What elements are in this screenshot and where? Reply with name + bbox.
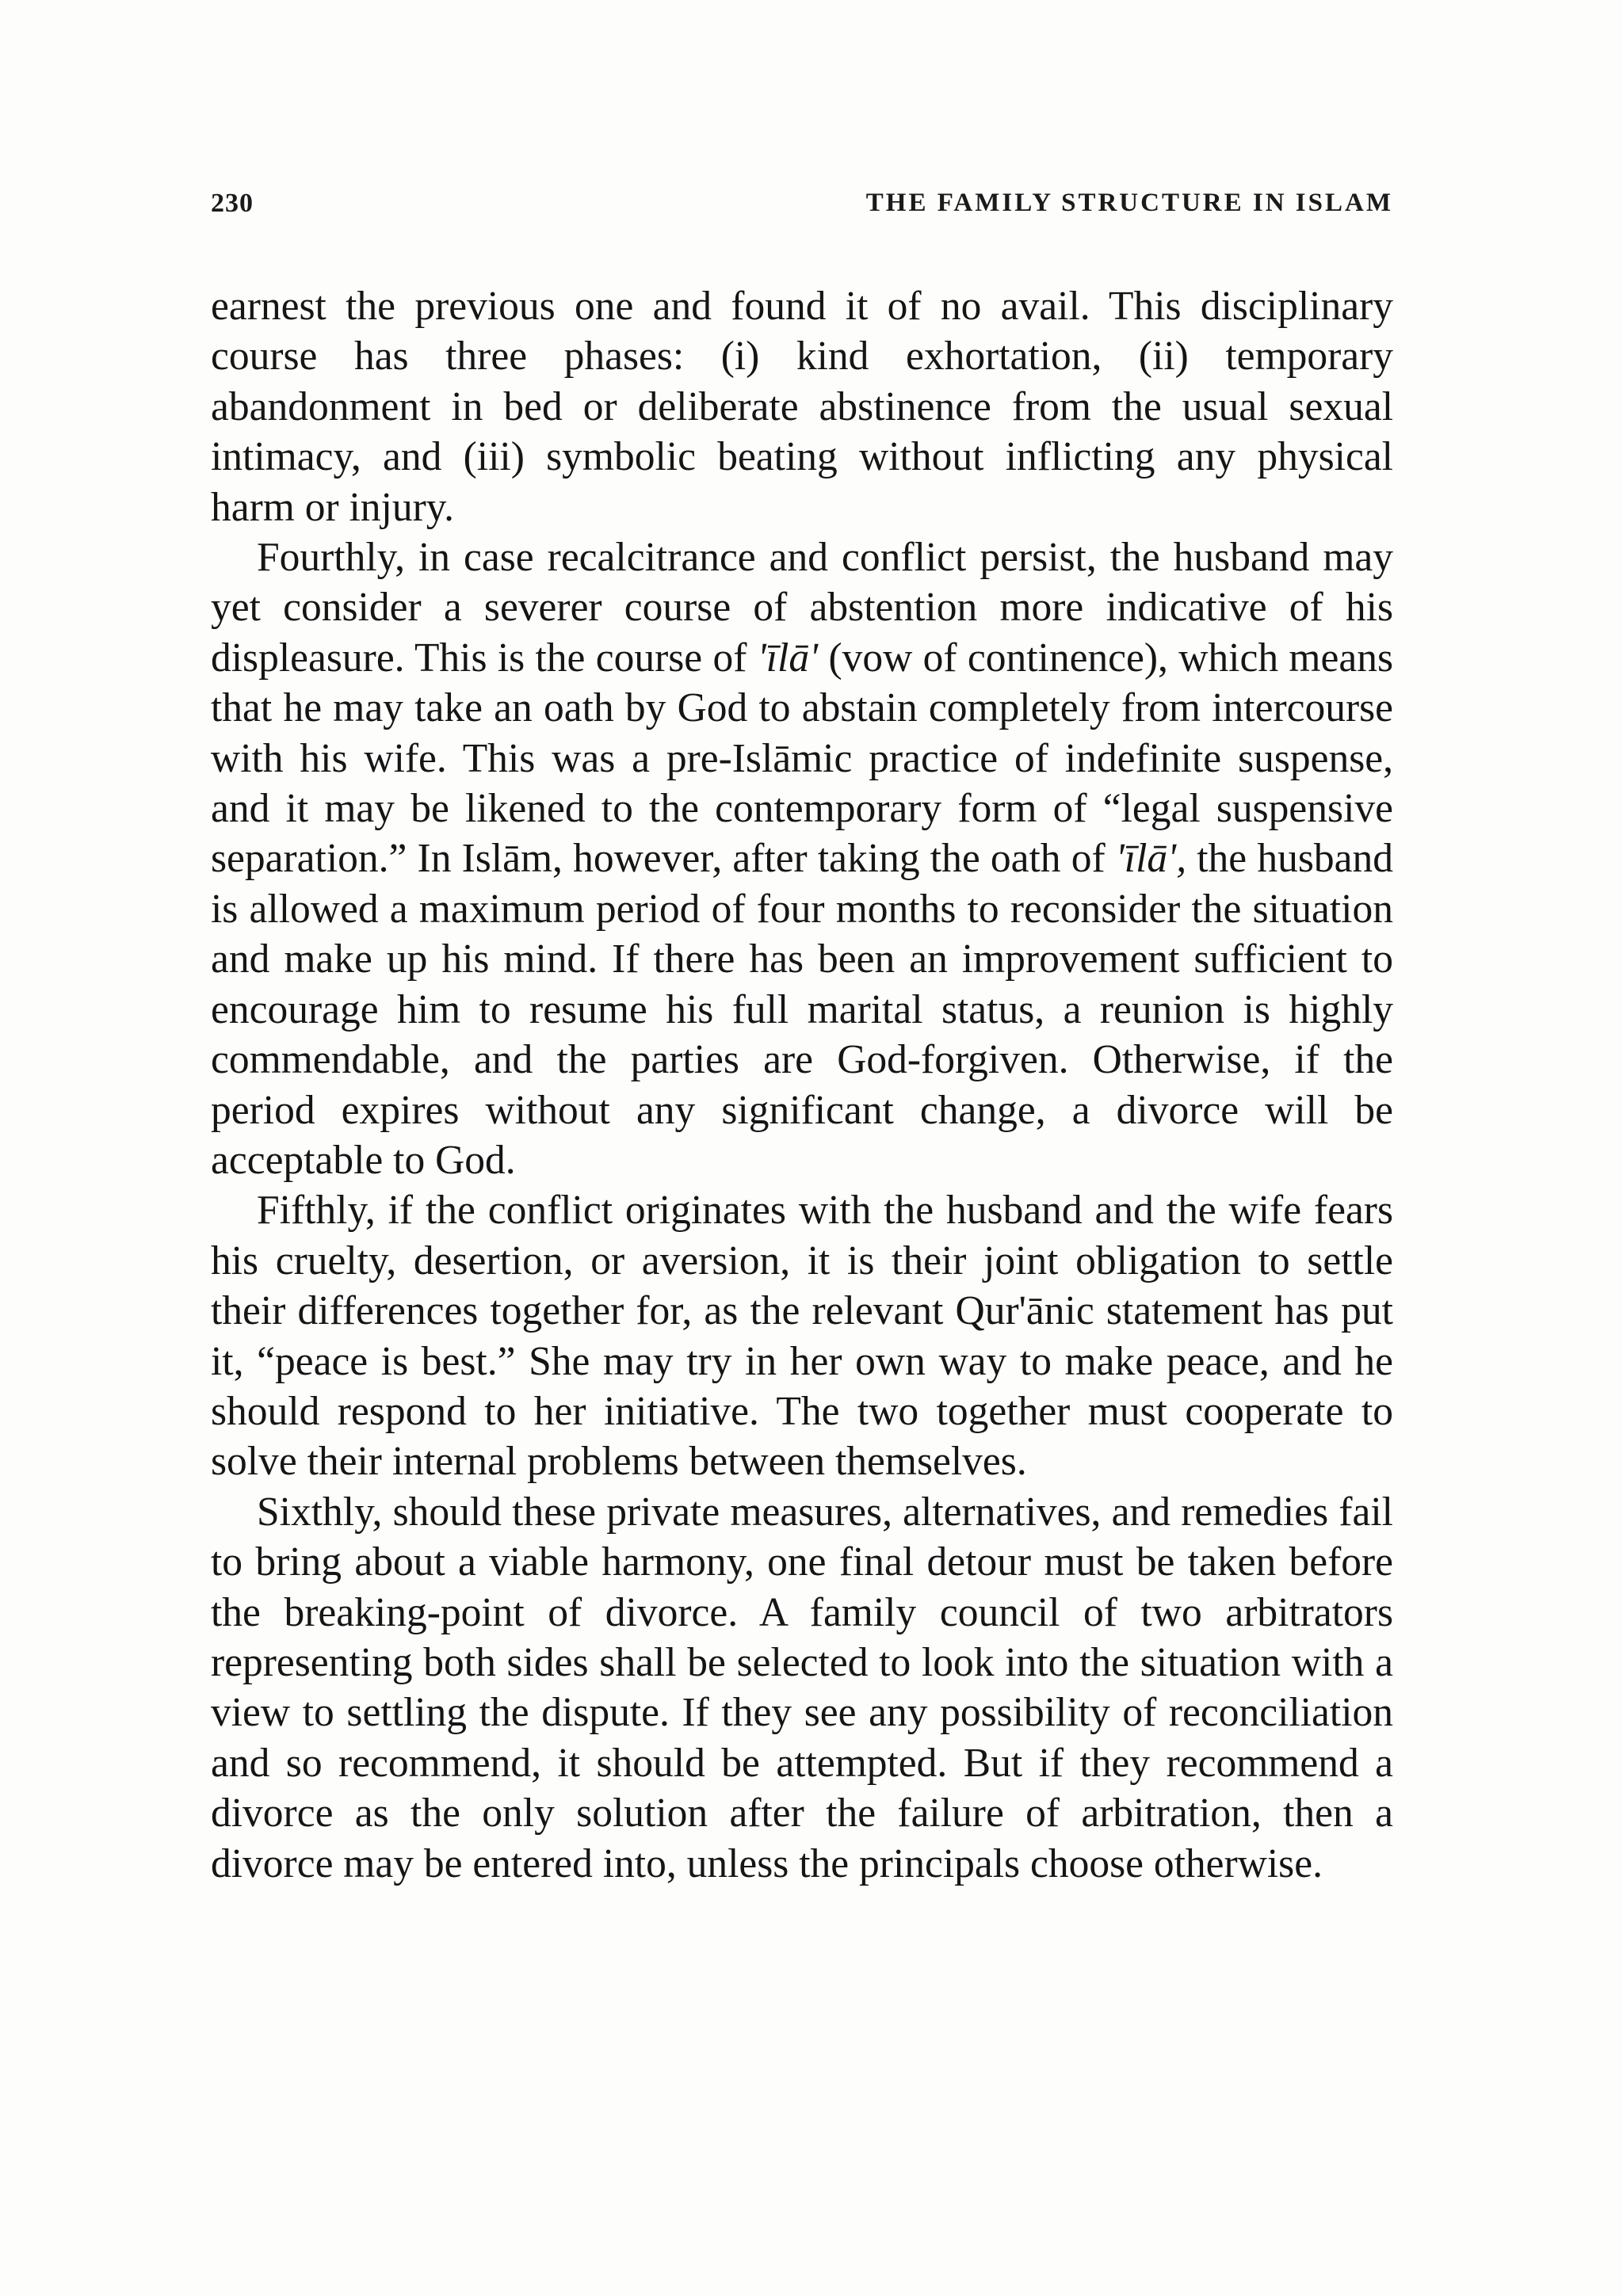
paragraph-sixthly bbox=[211, 1487, 1393, 1889]
paragraph-text: Fifthly, if the conflict originates with the husband and the wife fears his cruelty, desertion, or aversion, it is their joint obligation to settle their differences together for, as the relevant Qur'ānic statement has put it, “peace is best.” She may try in her own way to make peace, and he should respond to her initiative. The two together must cooperate to solve their internal problems between themselves. bbox=[211, 1188, 1393, 1485]
paragraph-fifthly bbox=[211, 1185, 1393, 1486]
paragraph-text: the husband is allowed a maximum period of four months to reconsider the situation and make up his mind. If there has been an improvement sufficient to encourage him to resume his full marital status, a reunion is highly commendable, and the parties are God-forgiven. Otherwise, if the period expires without any significant change, a divorce will be acceptable to God. bbox=[211, 836, 1393, 1183]
paragraph-text: earnest the previous one and found it of no avail. This disciplinary course has three phases: (i) kind exhortation, (ii) temporary abandonment in bed or deliberate abstinence from the usual sexual intimacy, and (iii) symbolic beating without inflicting any physical harm or injury. bbox=[211, 284, 1393, 530]
paragraph-text: (vow of continence), which means that he may take an oath by God to abstain completely from intercourse with his wife. This was a pre-Islāmic practice of indefinite suspense, and it may be likened to the contemporary form of “legal suspensive separation.” In Islām, however, after taking the oath of bbox=[211, 635, 1393, 882]
italic-term: 'īlā', bbox=[1115, 836, 1187, 882]
book-title: THE FAMILY STRUCTURE IN ISLAM bbox=[865, 189, 1393, 217]
paragraph-continuation bbox=[211, 281, 1393, 532]
running-head bbox=[211, 189, 1393, 228]
italic-term: 'īlā' bbox=[757, 635, 819, 681]
paragraph-text: Fourthly, in case recalcitrance and conflict persist, the husband may yet consider a severer course of abstention more indicative of his displeasure. This is the course of bbox=[211, 535, 1393, 681]
page-number: 230 bbox=[211, 189, 254, 218]
paragraph-fourthly bbox=[211, 532, 1393, 1185]
paragraph-text: Sixthly, should these private measures, alternatives, and remedies fail to bring about a viable harmony, one final detour must be taken before the breaking-point of divorce. A family council of two arbitrators representing both sides shall be selected to look into the situation with a view to settling the dispute. If they see any possibility of reconciliation and so recommend, it should be attempted. But if they recommend a divorce as the only solution after the failure of arbitration, then a divorce may be entered into, unless the principals choose otherwise. bbox=[211, 1489, 1393, 1886]
body-text bbox=[211, 281, 1393, 1889]
